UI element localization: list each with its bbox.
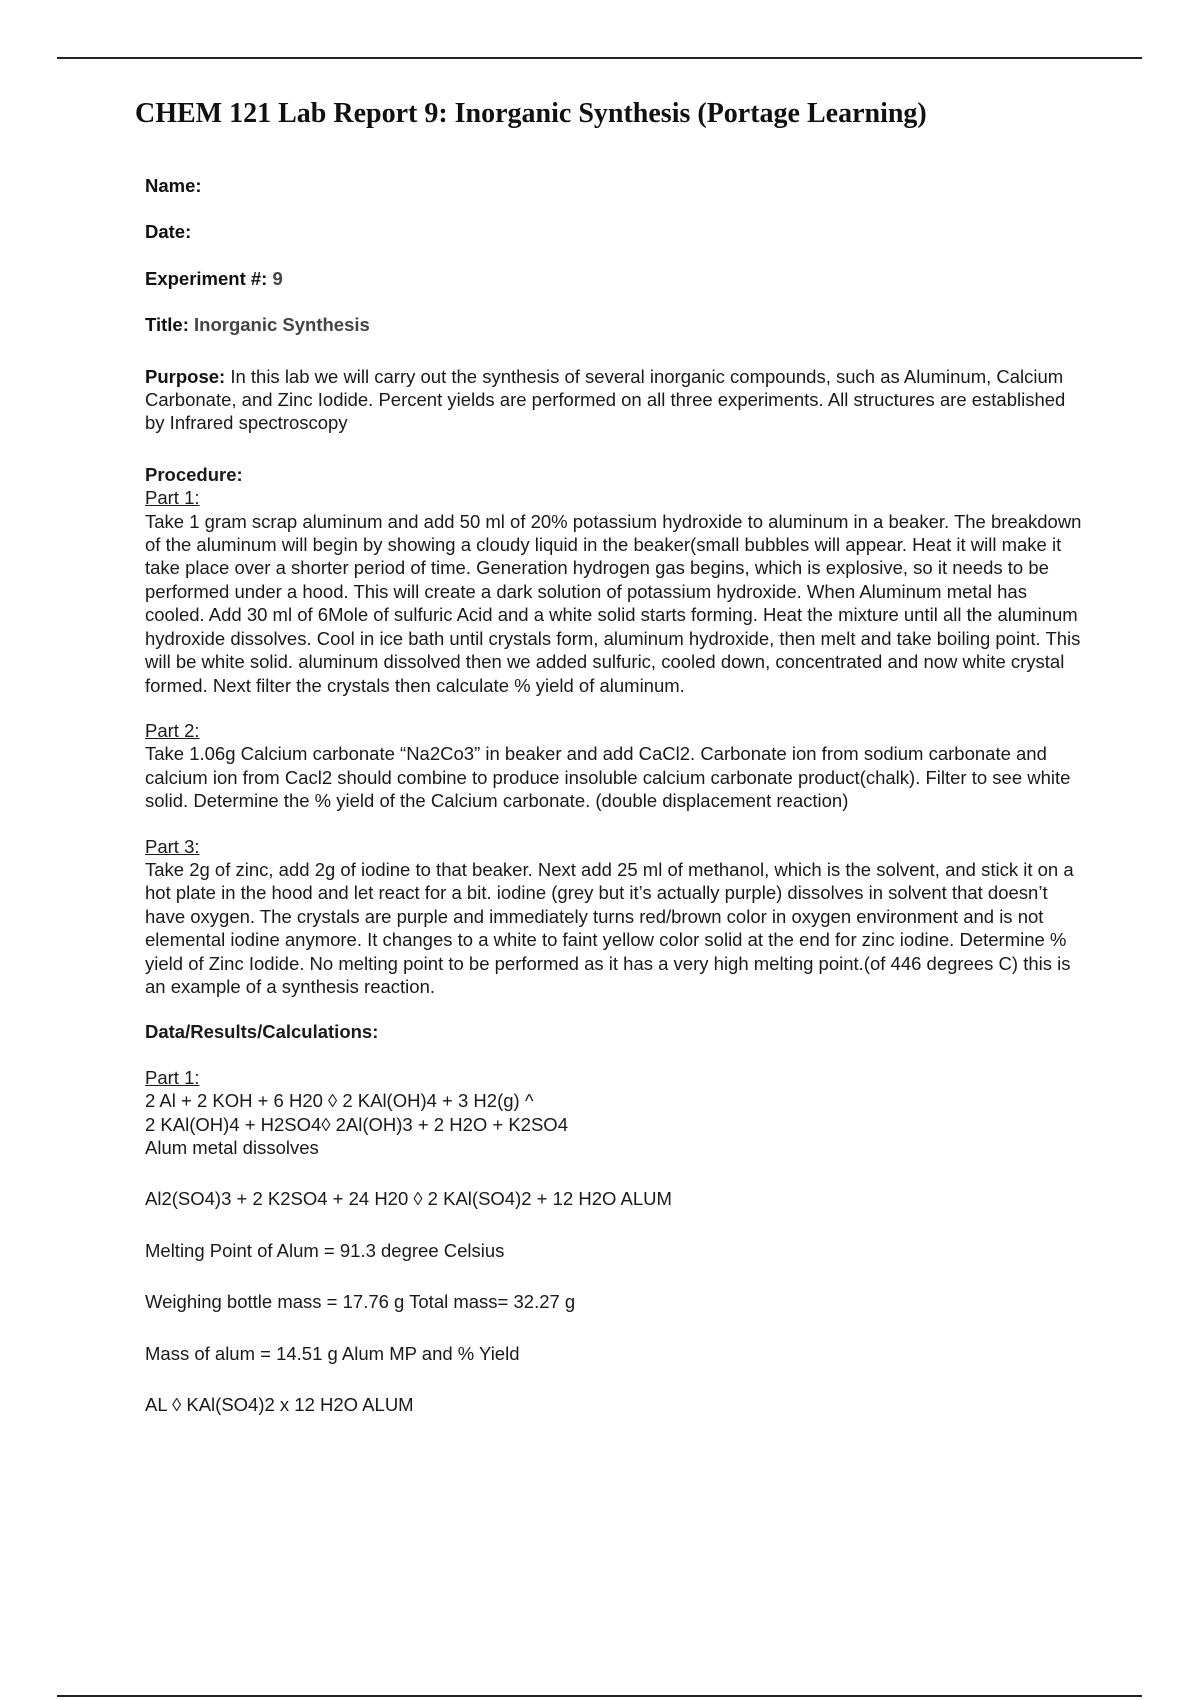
purpose-paragraph	[145, 365, 1090, 435]
title-value: Inorganic Synthesis	[194, 314, 370, 336]
procedure-part3-heading: Part 3:	[145, 835, 200, 857]
procedure-part2-text: Take 1.06g Calcium carbonate “Na2Co3” in beaker and add CaCl2. Carbonate ion from sodium carbonate and calcium ion from Cacl2 should combine to produce insoluble calcium carbonate product(chalk). Filter to see white solid. Determine the % yield of the Calcium carbonate. (double displacement reaction)	[145, 743, 1071, 812]
name-field	[145, 174, 1090, 197]
report-body	[145, 174, 1090, 1444]
calc-line: Mass of alum = 14.51 g Alum MP and % Yield	[145, 1342, 520, 1364]
results-heading: Data/Results/Calculations:	[145, 1021, 379, 1043]
procedure-heading: Procedure:	[145, 463, 243, 485]
equation-line: 2 Al + 2 KOH + 6 H20 ◊ 2 KAl(OH)4 + 3 H2(g) ^	[145, 1090, 534, 1112]
name-label: Name:	[145, 175, 202, 196]
document-title: CHEM 121 Lab Report 9: Inorganic Synthesis (Portage Learning)	[135, 98, 927, 129]
equation-line: 2 KAl(OH)4 + H2SO4◊ 2Al(OH)3 + 2 H2O + K2SO4	[145, 1113, 568, 1135]
procedure-part1-text: Take 1 gram scrap aluminum and add 50 ml of 20% potassium hydroxide to aluminum in a beaker. The breakdown of the aluminum will begin by showing a cloudy liquid in the beaker(small bubbles will appear. Heat it will make it take place over a shorter period of time. Generation hydrogen gas begins, which is explosive, so it needs to be performed under a hood. This will create a dark solution of potassium hydroxide. When Aluminum metal has cooled. Add 30 ml of 6Mole of sulfuric Acid and a white solid starts forming. Heat the mixture until all the aluminum hydroxide dissolves. Cool in ice bath until crystals form, aluminum hydroxide, then melt and take boiling point. This will be white solid. aluminum dissolved then we added sulfuric, cooled down, concentrated and now white crystal formed. Next filter the crystals then calculate % yield of aluminum.	[145, 510, 1082, 696]
experiment-value: 9	[272, 267, 283, 289]
experiment-label: Experiment #:	[145, 267, 268, 289]
procedure-part1-heading: Part 1:	[145, 487, 200, 509]
title-field	[145, 313, 1090, 336]
calc-line: Al2(SO4)3 + 2 K2SO4 + 24 H20 ◊ 2 KAl(SO4)2 + 12 H2O ALUM	[145, 1188, 672, 1210]
experiment-field	[145, 267, 1090, 290]
date-label: Date:	[145, 221, 192, 243]
calc-line: AL ◊ KAl(SO4)2 x 12 H2O ALUM	[145, 1394, 414, 1416]
equation-line: Alum metal dissolves	[145, 1137, 319, 1158]
results-part1-heading: Part 1:	[145, 1066, 200, 1088]
equation-block	[145, 1089, 1090, 1159]
top-rule	[57, 57, 1142, 59]
calc-line: Weighing bottle mass = 17.76 g Total mass= 32.27 g	[145, 1291, 576, 1313]
title-label: Title:	[145, 314, 189, 336]
date-field	[145, 220, 1090, 243]
procedure-part3-text: Take 2g of zinc, add 2g of iodine to that beaker. Next add 25 ml of methanol, which is the solvent, and stick it on a hot plate in the hood and let react for a bit. iodine (grey but it’s actually purple) dissolves in solvent that doesn’t have oxygen. The crystals are purple and immediately turns red/brown color in oxygen environment and is not elemental iodine anymore. It changes to a white to faint yellow color solid at the end for zinc iodine. Determine % yield of Zinc Iodide. No melting point to be performed as it has a very high melting point.(of 446 degrees C) this is an example of a synthesis reaction.	[145, 858, 1074, 997]
bottom-rule	[57, 1695, 1142, 1697]
calc-line: Melting Point of Alum = 91.3 degree Celsius	[145, 1239, 505, 1261]
purpose-label: Purpose:	[145, 365, 226, 387]
procedure-part2-heading: Part 2:	[145, 719, 200, 741]
purpose-text: In this lab we will carry out the synthesis of several inorganic compounds, such as Aluminum, Calcium Carbonate, and Zinc Iodide. Percent yields are performed on all three experiments. All structures are established by Infrared spectroscopy	[145, 365, 1066, 434]
